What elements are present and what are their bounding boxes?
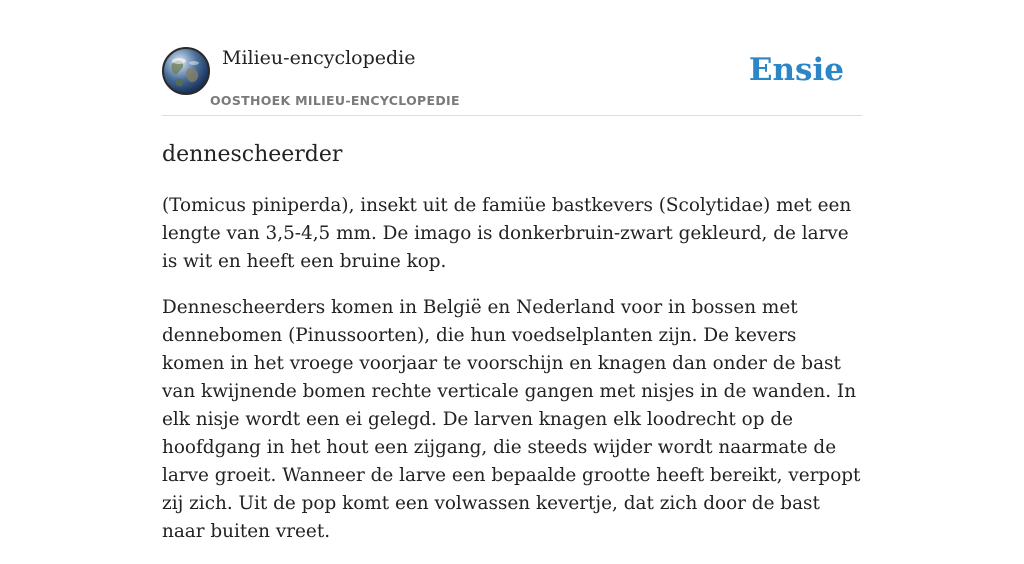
- paragraph-description: Dennescheerders komen in België en Nederland voor in bossen met dennebomen (Pinussoorten), die hun voedselplanten zijn. De kevers komen in het vroege voorjaar te voorschijn en knagen dan onder de bast van kwijnende bomen rechte verticale gangen met nisjes in de wanden. In elk nisje wordt een ei gelegd. De larven knagen elk loodrecht op de hoofdgang in het hout een zijgang, die steeds wijder wordt naarmate de larve groeit. Wanneer de larve een bepaalde grootte heeft bereikt, verpopt zij zich. Uit de pop komt een volwassen kevertje, dat zich door de bast naar buiten vreet.: [162, 297, 861, 542]
- site-name[interactable]: Milieu-encyclopedie: [222, 47, 416, 69]
- header: [162, 46, 862, 116]
- globe-icon[interactable]: [162, 47, 210, 95]
- paragraph-definition: (Tomicus piniperda), insekt uit de famiüe bastkevers (Scolytidae) met een lengte van 3,5-4,5 mm. De imago is donkerbruin-zwart gekleurd, de larve is wit en heeft een bruine kop.: [162, 195, 852, 272]
- article-title: dennescheerder: [162, 142, 343, 167]
- site-subtitle[interactable]: OOSTHOEK MILIEU-ENCYCLOPEDIE: [210, 93, 460, 108]
- header-divider: [162, 115, 862, 116]
- article-body: [162, 192, 862, 564]
- ensie-logo-link[interactable]: Ensie: [748, 52, 844, 88]
